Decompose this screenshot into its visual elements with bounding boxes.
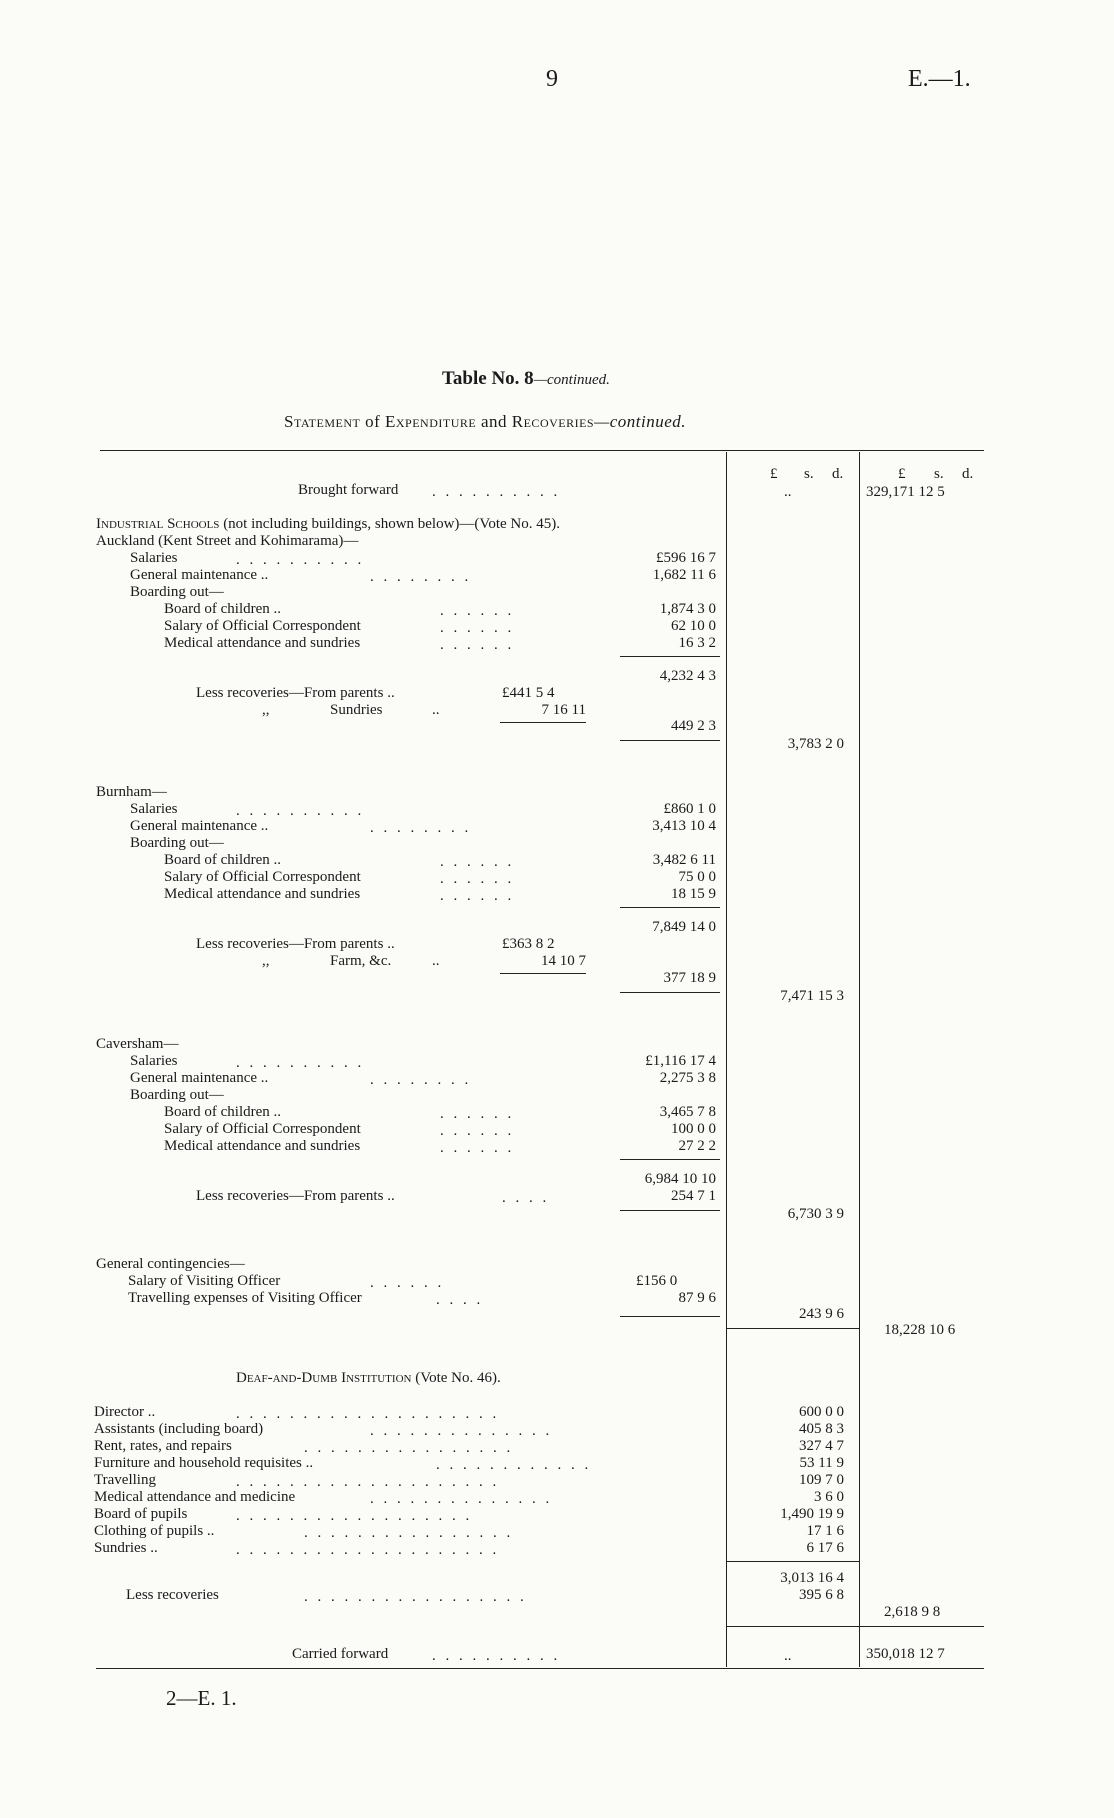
burnham-recoveries-total: 377 18 9 (663, 970, 716, 986)
burnham-board-children-leader: . . . . . . (440, 854, 515, 870)
deaf-item-travelling-leader: . . . . . . . . . . . . . . . . . . . . (236, 1474, 500, 1490)
brought-forward-total: 329,171 12 5 (866, 484, 945, 500)
auckland-maintenance-label: General maintenance .. (130, 567, 269, 583)
brought-forward-label: Brought forward (298, 482, 399, 498)
deaf-item-rent-label: Rent, rates, and repairs (94, 1438, 232, 1454)
auckland-net-rule (620, 740, 720, 741)
printer-signature: 2—E. 1. (166, 1686, 237, 1710)
subtitle-word-of: of (365, 412, 381, 431)
auckland-medical-leader: . . . . . . (440, 637, 515, 653)
caversham-title: Caversham— (96, 1036, 179, 1052)
industrial-schools-total: 18,228 10 6 (884, 1322, 956, 1338)
industrial-schools-heading (96, 516, 560, 533)
burnham-salary-correspondent-value: 75 0 0 (678, 869, 716, 885)
table-title-main: Table No. 8 (442, 368, 534, 389)
deaf-net-total: 2,618 9 8 (884, 1604, 941, 1620)
burnham-salaries-leader: . . . . . . . . . . (236, 803, 365, 819)
deaf-item-board-value: 1,490 19 9 (780, 1506, 844, 1522)
deaf-item-sundries-leader: . . . . . . . . . . . . . . . . . . . . (236, 1542, 500, 1558)
carried-forward-leader: . . . . . . . . . . (432, 1648, 561, 1664)
deaf-item-rent-leader: . . . . . . . . . . . . . . . . (304, 1440, 514, 1456)
table-title-continued: —continued. (533, 372, 610, 388)
caversham-board-children-value: 3,465 7 8 (659, 1104, 716, 1120)
burnham-board-children-label: Board of children .. (164, 852, 282, 868)
subtitle-word-recoveries: Recoveries (511, 412, 595, 431)
auckland-title: Auckland (Kent Street and Kohimarama)— (96, 533, 359, 549)
burnham-subtotal-rule (620, 907, 720, 908)
burnham-medical-label: Medical attendance and sundries (164, 886, 361, 902)
deaf-item-sundries-label: Sundries .. (94, 1540, 158, 1556)
burnham-medical-value: 18 15 9 (671, 886, 716, 902)
burnham-maintenance-value: 3,413 10 4 (652, 818, 716, 834)
burnham-ditto-mark: ,, (262, 953, 270, 969)
auckland-medical-label: Medical attendance and sundries (164, 635, 361, 651)
auckland-medical-value: 16 3 2 (678, 635, 716, 651)
deaf-item-assistants-label: Assistants (including board) (94, 1421, 264, 1437)
auckland-boarding-label: Boarding out— (130, 584, 224, 600)
caversham-salaries-label: Salaries (130, 1053, 178, 1069)
caversham-salaries-leader: . . . . . . . . . . (236, 1055, 365, 1071)
burnham-net-rule (620, 992, 720, 993)
col1-header-pence: d. (832, 466, 844, 482)
caversham-board-children-label: Board of children .. (164, 1104, 282, 1120)
auckland-net-total: 3,783 2 0 (787, 736, 844, 752)
table-bottom-rule (96, 1668, 984, 1669)
auckland-subtotal: 4,232 4 3 (659, 668, 716, 684)
contingencies-salary-label: Salary of Visiting Officer (128, 1273, 281, 1289)
subtitle-word-and: and (480, 412, 508, 431)
industrial-heading-note: (not including buildings, shown below)—(Vote No. 45). (223, 516, 560, 532)
auckland-maintenance-value: 1,682 11 6 (652, 567, 716, 583)
auckland-less-sundries-label: Sundries (330, 702, 383, 718)
caversham-salaries-value: £1,116 17 4 (645, 1053, 716, 1069)
deaf-subtotal: 3,013 16 4 (780, 1570, 844, 1586)
contingencies-rule (620, 1316, 720, 1317)
burnham-net-total: 7,471 15 3 (780, 988, 844, 1004)
col2-header-pence: d. (962, 466, 974, 482)
deaf-item-director-leader: . . . . . . . . . . . . . . . . . . . . (236, 1406, 500, 1422)
brought-forward-col1: .. (784, 484, 792, 500)
deaf-item-furniture-leader: . . . . . . . . . . . . (436, 1457, 592, 1473)
caversham-less-parents-value: 254 7 1 (671, 1188, 716, 1204)
contingencies-net-total: 243 9 6 (799, 1306, 844, 1322)
table-top-rule (100, 450, 984, 451)
carried-forward-label: Carried forward (292, 1646, 389, 1662)
contingencies-salary-value: £156 0 (636, 1273, 678, 1289)
deaf-item-assistants-value: 405 8 3 (799, 1421, 844, 1437)
contingencies-travelling-label: Travelling expenses of Visiting Officer (128, 1290, 362, 1306)
deaf-dumb-heading-title: Deaf-and-Dumb Institution (236, 1370, 412, 1386)
auckland-board-children-label: Board of children .. (164, 601, 282, 617)
col2-header-shillings: s. (934, 466, 944, 482)
caversham-maintenance-label: General maintenance .. (130, 1070, 269, 1086)
auckland-recoveries-total: 449 2 3 (671, 718, 716, 734)
burnham-less-farm-leader: .. (432, 953, 440, 969)
deaf-item-travelling-label: Travelling (94, 1472, 156, 1488)
burnham-maintenance-leader: . . . . . . . . (370, 820, 472, 836)
burnham-salaries-value: £860 1 0 (663, 801, 716, 817)
auckland-recoveries-rule (500, 722, 586, 723)
auckland-salaries-label: Salaries (130, 550, 178, 566)
deaf-item-medical-label: Medical attendance and medicine (94, 1489, 296, 1505)
deaf-item-board-label: Board of pupils (94, 1506, 188, 1522)
burnham-board-children-value: 3,482 6 11 (652, 852, 716, 868)
carried-forward-total: 350,018 12 7 (866, 1646, 945, 1662)
caversham-net-total: 6,730 3 9 (787, 1206, 844, 1222)
caversham-salary-correspondent-value: 100 0 0 (671, 1121, 716, 1137)
caversham-less-parents-label: Less recoveries—From parents .. (196, 1188, 395, 1204)
caversham-salary-correspondent-label: Salary of Official Correspondent (164, 1121, 361, 1137)
auckland-maintenance-leader: . . . . . . . . (370, 569, 472, 585)
contingencies-title: General contingencies— (96, 1256, 245, 1272)
deaf-item-clothing-leader: . . . . . . . . . . . . . . . . (304, 1525, 514, 1541)
burnham-medical-leader: . . . . . . (440, 888, 515, 904)
deaf-item-furniture-value: 53 11 9 (799, 1455, 844, 1471)
col1-header-shillings: s. (804, 466, 814, 482)
burnham-salary-correspondent-label: Salary of Official Correspondent (164, 869, 361, 885)
industrial-total-rule (726, 1328, 859, 1329)
auckland-ditto-mark: ,, (262, 702, 270, 718)
subtitle-word-statement: Statement (284, 412, 361, 431)
burnham-maintenance-label: General maintenance .. (130, 818, 269, 834)
burnham-less-farm-value: 14 10 7 (541, 953, 586, 969)
contingencies-salary-leader: . . . . . . (370, 1275, 445, 1291)
caversham-subtotal-rule (620, 1159, 720, 1160)
auckland-board-children-leader: . . . . . . (440, 603, 515, 619)
burnham-salary-correspondent-leader: . . . . . . (440, 871, 515, 887)
deaf-dumb-heading-vote: (Vote No. 46). (415, 1370, 501, 1386)
page-number: 9 (546, 66, 558, 92)
industrial-heading-title: Industrial Schools (96, 516, 220, 532)
deaf-item-medical-leader: . . . . . . . . . . . . . . (370, 1491, 553, 1507)
auckland-less-sundries-value: 7 16 11 (541, 702, 586, 718)
caversham-maintenance-leader: . . . . . . . . (370, 1072, 472, 1088)
burnham-subtotal: 7,849 14 0 (652, 919, 716, 935)
auckland-less-sundries-leader: .. (432, 702, 440, 718)
auckland-salary-correspondent-leader: . . . . . . (440, 620, 515, 636)
subtitle-continued: —continued. (594, 412, 687, 431)
table-title (442, 368, 610, 390)
deaf-subtotal-rule (726, 1561, 859, 1562)
burnham-less-farm-label: Farm, &c. (330, 953, 392, 969)
col2-header-pound: £ (898, 466, 906, 482)
caversham-less-parents-leader: . . . . (502, 1190, 550, 1206)
column-rule-1 (726, 452, 727, 1667)
burnham-less-parents-value: £363 8 2 (502, 936, 555, 952)
caversham-salary-correspondent-leader: . . . . . . (440, 1123, 515, 1139)
caversham-maintenance-value: 2,275 3 8 (659, 1070, 716, 1086)
auckland-less-parents-label: Less recoveries—From parents .. (196, 685, 395, 701)
deaf-item-clothing-label: Clothing of pupils .. (94, 1523, 215, 1539)
col1-header-pound: £ (770, 466, 778, 482)
deaf-item-director-label: Director .. (94, 1404, 156, 1420)
deaf-item-board-leader: . . . . . . . . . . . . . . . . . . (236, 1508, 473, 1524)
burnham-title: Burnham— (96, 784, 167, 800)
deaf-item-assistants-leader: . . . . . . . . . . . . . . (370, 1423, 553, 1439)
subtitle-word-expenditure: Expenditure (385, 412, 477, 431)
caversham-medical-leader: . . . . . . (440, 1140, 515, 1156)
caversham-subtotal: 6,984 10 10 (644, 1171, 716, 1187)
burnham-recoveries-rule (500, 973, 586, 974)
auckland-salaries-value: £596 16 7 (656, 550, 716, 566)
deaf-item-medical-value: 3 6 0 (814, 1489, 844, 1505)
deaf-item-director-value: 600 0 0 (799, 1404, 844, 1420)
carried-forward-top-rule (726, 1626, 984, 1627)
caversham-board-children-leader: . . . . . . (440, 1106, 515, 1122)
statement-subtitle (284, 412, 686, 432)
auckland-salaries-leader: . . . . . . . . . . (236, 552, 365, 568)
contingencies-travelling-value: 87 9 6 (678, 1290, 716, 1306)
burnham-boarding-label: Boarding out— (130, 835, 224, 851)
caversham-medical-value: 27 2 2 (678, 1138, 716, 1154)
deaf-item-travelling-value: 109 7 0 (799, 1472, 844, 1488)
brought-forward-leader: . . . . . . . . . . (432, 484, 561, 500)
burnham-less-parents-label: Less recoveries—From parents .. (196, 936, 395, 952)
deaf-item-furniture-label: Furniture and household requisites .. (94, 1455, 314, 1471)
deaf-less-recoveries-leader: . . . . . . . . . . . . . . . . . (304, 1589, 527, 1605)
document-reference: E.—1. (908, 66, 971, 92)
caversham-boarding-label: Boarding out— (130, 1087, 224, 1103)
column-rule-2 (859, 452, 860, 1667)
auckland-subtotal-rule (620, 656, 720, 657)
deaf-item-clothing-value: 17 1 6 (806, 1523, 844, 1539)
auckland-salary-correspondent-label: Salary of Official Correspondent (164, 618, 361, 634)
contingencies-travelling-leader: . . . . (436, 1292, 484, 1308)
deaf-less-recoveries-value: 395 6 8 (799, 1587, 844, 1603)
auckland-board-children-value: 1,874 3 0 (659, 601, 716, 617)
deaf-dumb-heading (236, 1370, 501, 1387)
carried-forward-col1: .. (784, 1648, 792, 1664)
deaf-item-rent-value: 327 4 7 (799, 1438, 844, 1454)
deaf-less-recoveries-label: Less recoveries (126, 1587, 219, 1603)
auckland-salary-correspondent-value: 62 10 0 (671, 618, 716, 634)
burnham-salaries-label: Salaries (130, 801, 178, 817)
caversham-net-rule (620, 1210, 720, 1211)
deaf-item-sundries-value: 6 17 6 (806, 1540, 844, 1556)
auckland-less-parents-value: £441 5 4 (502, 685, 555, 701)
caversham-medical-label: Medical attendance and sundries (164, 1138, 361, 1154)
